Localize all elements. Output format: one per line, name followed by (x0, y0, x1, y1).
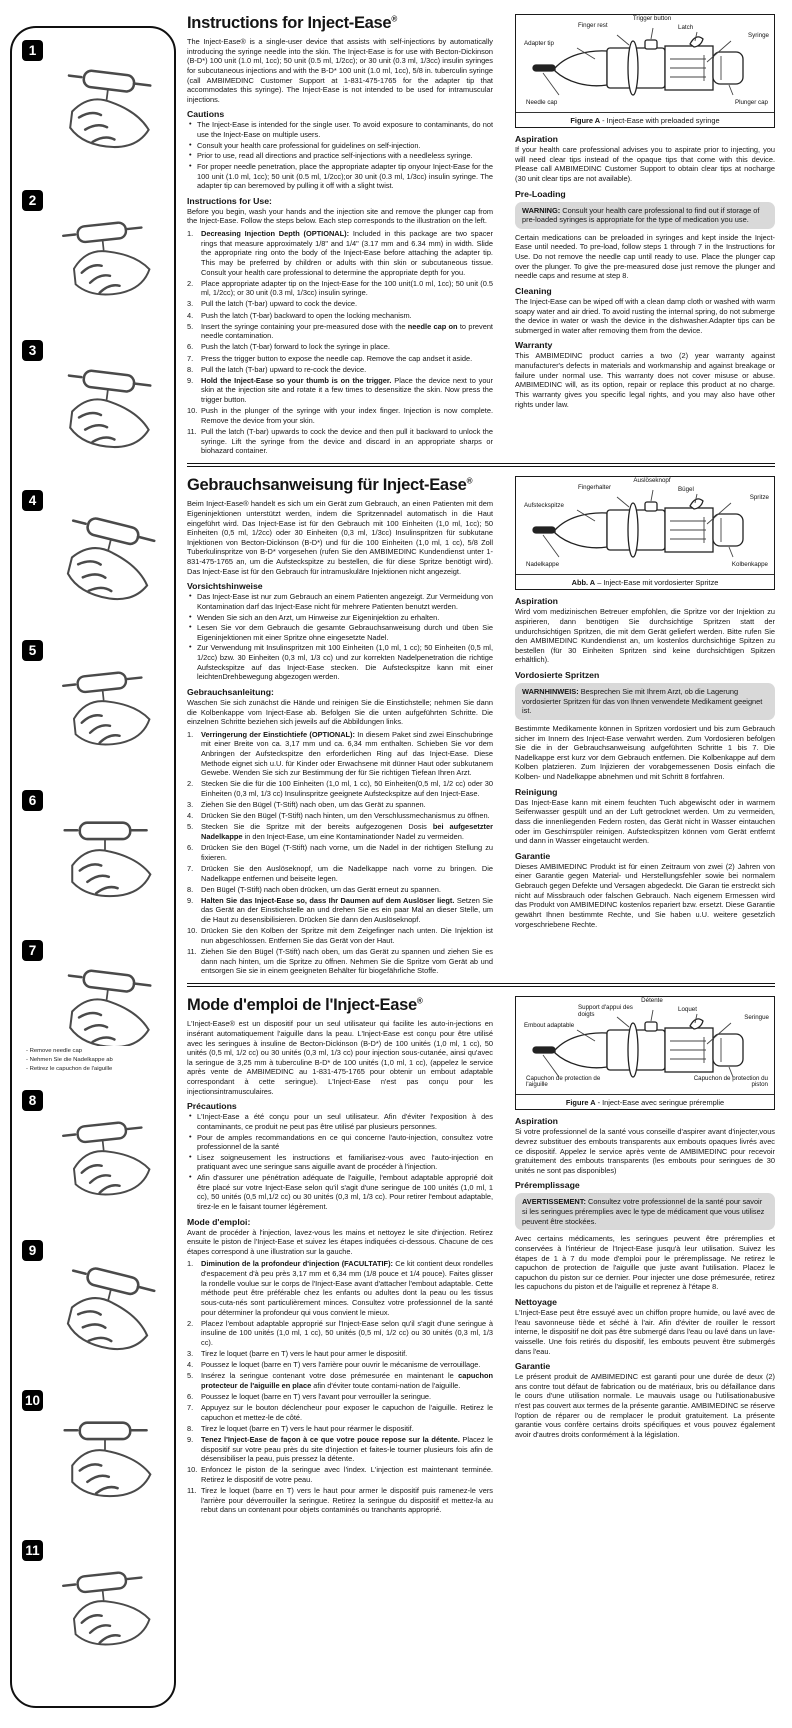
instruction-step: Place appropriate adapter tip on the Inject-Ease for the 100 unit(1.0 ml, 1cc); 50 unit (0.5 ml, 1/2cc); or 30 unit (0.3 ml, 1/3cc) insulin syringe. (201, 278, 493, 298)
step-illustration (16, 484, 170, 634)
preloading-heading-fr: Préremplissage (515, 1180, 580, 1191)
page-title-en: Instructions for Inject-Ease® (187, 14, 397, 32)
label-latch: Bügel (678, 486, 694, 494)
bullet-icon: • (189, 1151, 192, 1161)
instruction-step: Push the latch (T-bar) backward to open the locking mechanism. (201, 310, 412, 320)
needle-cap-note-en: - Remove needle cap (26, 1048, 82, 1054)
step-number-badge: 6 (22, 790, 43, 811)
intro-en: The Inject-Ease® is a single-user device that assists with self-injections by automatically introducing the syringe needle into the skin. The Inject-Ease is for use with Becton-Dickinson (B-D*) 100 unit (1.0 ml, 1cc); 50 unit (0.5 ml, 1/2cc); or 30 unit (0.3 ml, 1/3cc) insulin syringes for subcutaneous injections and with the B-D* 100 unit (1.0 ml, 1cc), 5/8 in. tuberculin syringe (call AMBIMEDINC Customer Support at 1-831-475-1765 for the adapter tip that accommodates this syringe). The Inject-Ease is not intended to be used for intramuscular injections. (187, 37, 493, 104)
intro-de: Beim Inject-Ease® handelt es sich um ein Gerät zum Gebrauch, an einen Patienten mit dem Eigeninjektionen unterstützt werden, indem die Spritzennadel automatisch in die Haut eingeführt wird. Das Inject-Ease ist für den Gebrauch mit 100 Einheiten (1,0 ml, 1cc); 50 Einheiten (0,5 ml, 1/2cc) oder 30 Einheiten (0,3 ml, 1/3cc) Insulinspritzen für subkutane Injektionen von Becton-Dickinson (B-D*) und für die 100 Einheiten (1,0 ml, 1 cc), 5/8 Zoll Tuberkulinspritze von B-D* vorgesehen (rufen Sie den AMBIMEDINC Kundendienst unter 1-831-475-1765 an, um die Aufsteckspitze zu bestellen, die für diese Spritze benötigt wird). Das Inject-Ease ist für den Gebrauch für intramuskuläre Injektionen nicht angezeigt. (187, 499, 493, 576)
steps-list-de (187, 730, 493, 976)
label-adapter-tip: Aufsteckspitze (524, 502, 564, 510)
cautions-heading-fr: Précautions (187, 1101, 237, 1112)
bullet-icon: • (189, 622, 192, 632)
label-trigger-button: Auslöseknopf (633, 477, 671, 485)
step-number-badge: 4 (22, 490, 43, 511)
hand-device-sketch-icon (39, 647, 172, 780)
hand-device-sketch-icon (27, 1235, 183, 1391)
step-number-badge: 11 (22, 1540, 43, 1561)
instruction-step: Decreasing Injection Depth (OPTIONAL): Included in this package are two spacer rings that measure approximately 1/8" and 1/4" (3.17 mm and 6.34 mm) in width. Slide the appropriate ring onto the body of the Inject-Ease before attaching the adapter tip. This may be preferred by children or adults with thin skin or subcutaneous tissue. Consult your health care professional to determine the appropriate depth for you. (201, 229, 493, 277)
cautions-list-de (187, 592, 493, 682)
caution-item: • Afin d'assurer une pénétration adéquate de l'aiguille, l'embout adaptable approprié doit être placé sur votre Inject-Ease selon qu'il s'agit d'une seringue de 100 unités (1,0 ml, 1 cc), 50 unités (0,5 ml,1/2 cc) ou 30 unités (0,3 ml, 1/3 cc). Pour retirer l'embout adaptable, tirez-le en le faisant tourner légèrement. (189, 1172, 493, 1211)
caution-item: • L'Inject-Ease a été conçu pour un seul utilisateur. Afin d'éviter l'exposition à des contaminants, ce produit ne peut pas être utilisé par plusieurs personnes. (189, 1111, 493, 1131)
instruction-sheet (187, 12, 775, 1724)
illustration-panel (10, 26, 176, 1708)
needle-cap-note-fr: - Retirez le capuchon de l'aiguille (26, 1065, 113, 1072)
instruction-step: Poussez le loquet (barre en T) vers l'avant pour verrouiller la seringue. (201, 1392, 432, 1401)
hand-device-sketch-icon (39, 1097, 172, 1230)
cleaning-body-fr: L'Inject-Ease peut être essuyé avec un chiffon propre humide, ou lavé avec de l'eau savonneuse tiède et séché à l'air. Afin d'éviter de rouiller le ressort interne, le dispositif ne doit pas être submergé dans l'eau ou lavé dans un lave-vaisselle. Une fois retirés du dispositif, les embouts peuvent être submergés dans l'eau. (515, 1308, 775, 1356)
step-illustration (16, 1534, 170, 1684)
label-latch: Latch (678, 24, 694, 31)
hand-device-sketch-icon (35, 43, 175, 183)
label-syringe: Spritze (749, 494, 769, 502)
cautions-list-fr (187, 1112, 493, 1211)
hand-device-sketch-icon (35, 343, 175, 483)
caution-item: • Zur Verwendung mit Insulinspritzen mit 100 Einheiten (1,0 ml, 1 cc); 50 Einheiten (0,5 ml, 1/2cc) bzw. 30 Einheiten (0,3 ml, 1/3 cc) und zur korrekten Nadelpenetration die richtige Aufsteckspitze auf das Inject-Ease stecken. Die Aufsteckspitze kann mit einer leichtenDrehbewegung abgezogen werden. (189, 642, 493, 682)
preloading-body-en: Certain medications can be preloaded in syringes and kept inside the Inject-Ease until needed. To pre-load, follow steps 1 through 7 in the Instructions for Use. Do not remove the needle cap until ready to use. Place the plunger cap over the plunger. To give the pre-measured dose just remove the plunger and needle caps and resume at step 8. (515, 232, 775, 281)
hand-device-sketch-icon (39, 1547, 172, 1680)
instruction-step: Press the trigger button to expose the needle cap. Remove the cap andset it aside. (201, 353, 473, 363)
instruction-step: Den Bügel (T-Stift) nach oben drücken, um das Gerät erneut zu spannen. (201, 884, 441, 894)
label-latch: Loquet (678, 1006, 697, 1014)
instruction-step: Push in the plunger of the syringe with your index finger. Injection is now complete. Remove the device from your skin. (201, 406, 493, 425)
hand-device-sketch-icon (39, 197, 172, 330)
instruction-step: Drücken Sie den Auslöseknopf, um die Nadelkappe nach vorne zu bringen. Die Nadelkappe entfernen und beiseite legen. (201, 863, 493, 883)
use-heading-de: Gebrauchsanleitung: (187, 686, 274, 697)
instruction-step: Tenez l'Inject-Ease de façon à ce que votre pouce repose sur la détente. Placez le dispositif sur votre peau près du site d'injection et faites-le tourner plusieurs fois afin de désensibiliser la peau, puis pressez la détente. (201, 1435, 493, 1464)
instruction-step: Tirez le loquet (barre en T) vers le haut pour armer le dispositif. (201, 1349, 408, 1358)
cleaning-body-de: Das Inject-Ease kann mit einem feuchten Tuch abgewischt oder in warmem Seifenwasser gespült und an der Luft getrocknet werden. Um zu vermeiden, dass die innenliegenden Federn rosten, das Gerät nicht in Wasser eintauchen oder im Geschirrspüler reinigen. Aufsteckspitzen können vom Gerät entfernt und dann in Wasser eingetaucht werden. (515, 797, 775, 846)
figure-caption: Figure A - Inject-Ease avec seringue préremplie (565, 1098, 725, 1108)
instruction-step: Enfoncez le piston de la seringue avec l'index. L'injection est maintenant terminée. Retirez le dispositif de votre peau. (201, 1465, 493, 1484)
page-title-fr: Mode d'emploi de l'Inject-Ease® (187, 996, 423, 1015)
step-number-badge: 10 (22, 1390, 43, 1411)
cautions-list-en (187, 120, 493, 190)
instruction-step: Stecken Sie die für die 100 Einheiten (1,0 ml, 1 cc), 50 Einheiten(0,5 ml, 1/2 cc) oder 30 Einheiten (0,3 ml, 1/3 cc) Insulinspritze geeignete Aufsteckspitze auf den Inject-Ease. (201, 779, 493, 798)
caution-item: • The Inject-Ease is intended for the single user. To avoid exposure to contaminants, do not use the Inject-Ease on multiple users. (189, 119, 493, 139)
step-illustration (16, 334, 170, 484)
label-finger-rest: Support d'appui des doigts (578, 1004, 633, 1019)
figure-caption: Abb. A – Inject-Ease mit vordosierter Spritze (571, 578, 719, 588)
instruction-step: Drücken Sie den Kolben der Spritze mit dem Zeigefinger nach unten. Die Injektion ist nun abgeschlossen. Entfernen Sie das Gerät von der Haut. (201, 926, 493, 945)
label-trigger-button: Trigger button (632, 15, 672, 22)
instruction-step: Drücken Sie den Bügel (T-Stift) nach vorne, um die Nadel in der richtigen Stellung zu fixieren. (201, 843, 493, 862)
section-divider (187, 983, 775, 987)
figure-a-german (515, 476, 775, 590)
instruction-step: Placez l'embout adaptable approprié sur l'Inject-Ease selon qu'il s'agit d'une seringue à insuline de 100 unités (1,0 ml, 1 cc), 50 unités (0,5 ml, 1/2 cc) ou 30 unités (0,3 ml, 1/3 cc). (201, 1318, 493, 1347)
instruction-step: Insérez la seringue contenant votre dose prémesurée en maintenant le capuchon protecteur de l'aiguille en place afin d'éviter toute contami-nation de l'aiguille. (201, 1371, 493, 1390)
cleaning-body-en: The Inject-Ease can be wiped off with a clean damp cloth or washed with warm soapy water and air dried. To avoid rusting the internal spring, do not submerge the device in water or wash the device in the dishwasher.Adapter tips can be submerged in water after removing them from the device. (515, 296, 775, 335)
intro-fr: L'Inject-Ease® est un dispositif pour un seul utilisateur qui facilite les auto-in-jections en insérant automatiquement l'aiguille dans la peau. L'Inject-Ease est conçu pour être utilisé avec les seringues à insuline de Becton-Dickinson (B-D*) de 100 unités (1,0 ml, 1 cc), 50 unités (0,5 ml, 1/2 cc) ou 30 unités (0,3 ml, 1/3 cc) pour injection sous-cutanée, ainsi qu'avec la seringue de 3,25 mm à tuberculine B-D* de 100 unités (1,0 ml, 1 cc), (appelez le service après vente de AMBIMEDINC au 1-831-475-1765 pour obtenir un embout adaptable correspondant à cette seringue). L'Inject-Ease n'est pas conçu pour les injectionsintramusculaires. (187, 1019, 493, 1096)
figure-a-french (515, 996, 775, 1110)
cautions-heading-en: Cautions (187, 109, 225, 120)
step-illustration (16, 1234, 170, 1384)
registered-mark: ® (466, 476, 473, 486)
use-intro-de: Waschen Sie sich zunächst die Hände und reinigen Sie die Einstichstelle; nehmen Sie dann die Kolbenkappe vom Inject-Ease ab. Befolgen Sie die unten aufgeführten Schritte. Die einzelnen Schritte beziehen sich jeweils auf die Abbildungen links. (187, 697, 493, 727)
needle-cap-note-de: - Nehmen Sie die Nadelkappe ab (26, 1056, 113, 1063)
instruction-step: Pull the latch (T-bar) upward to re-cock the device. (201, 364, 367, 374)
step-number-badge: 8 (22, 1090, 43, 1111)
step-number-badge: 1 (22, 40, 43, 61)
warning-box-de: WARNHINWEIS: Besprechen Sie mit Ihrem Arzt, ob die Lagerung vordosierter Spritzen für das von Ihnen verwendete Medikament geeignet ist. (515, 683, 775, 720)
use-heading-en: Instructions for Use: (187, 195, 272, 206)
bullet-icon: • (189, 150, 192, 160)
use-intro-fr: Avant de procéder à l'injection, lavez-vous les mains et nettoyez le site d'injection. Retirez ensuite le piston de l'Inject-Ease et suivez les étapes indiquées ci-dessous. Chacune de ces étapes correspond à une illustration sur la gauche. (187, 1227, 493, 1256)
warranty-heading-en: Warranty (515, 340, 553, 351)
instruction-step: Stecken Sie die Spritze mit der bereits aufgezogenen Dosis bei aufgesetzter Nadelkappe in den Inject-Ease, um eine Kontaminationder Nadel zu vermeiden. (201, 822, 493, 841)
warranty-heading-fr: Garantie (515, 1361, 551, 1372)
figure-caption-divider (516, 112, 774, 113)
section-english (187, 12, 775, 457)
step-illustration (16, 1084, 170, 1234)
preloading-heading-en: Pre-Loading (515, 188, 566, 199)
figure-caption-divider (516, 1094, 774, 1095)
caution-item: • Pour de amples recommandations en ce qui concerne l'auto-injection, consultez votre professionnel de la santé (189, 1131, 493, 1152)
caution-item: • Prior to use, read all directions and practice self-injections with a needleless syringe. (189, 150, 473, 161)
figure-caption: Figure A - Inject-Ease with preloaded syringe (570, 116, 720, 125)
registered-mark: ® (391, 14, 397, 24)
cleaning-heading-de: Reinigung (515, 786, 558, 797)
label-finger-rest: Finger rest (578, 22, 608, 29)
figure-caption-divider (516, 574, 774, 575)
label-adapter-tip: Adapter tip (524, 40, 554, 47)
instruction-step: Verringerung der Einstichtiefe (OPTIONAL): In diesem Paket sind zwei Einschubringe mit einer Breite von ca. 3,17 mm und ca. 6,34 mm enthalten. Schieben Sie vor dem Anbringen der Aufsteckspitze den erforderlichen Ring auf das Inject-Ease. Diese Methode eignet sich u.U. für Kinder oder Erwachsene mit dünner Haut oder subkutanem Gewebe. Wenden Sie sich zur Bestimmung der für Sie richtigen Tiefean Ihren Arzt. (201, 729, 493, 778)
warranty-body-fr: Le présent produit de AMBIMEDINC est garanti pour une durée de deux (2) ans contre tout défaut de fabrication ou de matériaux, bris ou défaillance dans le cours d'une utilisation normale. Le mauvais usage ou l'utilisationabusive n'est pas couvert aux termes de la présente garantie. AMBIMEDINC se réserve l'option de réparer ou de remplacer le produit gratuitement. La présente garantie vous confère certains droits spécifiques et vous pouvez également avoir d'autres droits conformément à la législation. (515, 1372, 775, 1439)
step-number-badge: 5 (22, 640, 43, 661)
preloading-heading-de: Vordosierte Spritzen (515, 670, 600, 680)
aspiration-heading-fr: Aspiration (515, 1116, 558, 1127)
step-illustration (16, 1384, 170, 1534)
instruction-step: Tirez le loquet (barre en T) vers le haut pour armer le dispositif puis ramenez-le vers l'arrière pour déverrouiller la seringue. Retirez la seringue du dispositif et mettez-la au rebut dans un contenant pour objets contaminés ou tranchants approprié. (201, 1486, 493, 1515)
instruction-step: Halten Sie das Inject-Ease so, dass Ihr Daumen auf dem Auslöser liegt. Setzen Sie das Gerät an der Einstichstelle an und drehen Sie es ein paar Mal an dieser Stelle, um die Haut zu desensibilisieren. Drücken Sie dann den Auslöseknopf. (201, 895, 493, 924)
use-intro-en: Before you begin, wash your hands and the injection site and remove the plunger cap from the Inject-Ease. Follow the steps below. Each step corresponds to the illustration on the left. (187, 206, 493, 226)
instruction-step: Hold the Inject-Ease so your thumb is on the trigger. Place the device next to your skin at the injection site and rotate it a few times to desensitize the skin. Now press the trigger button. (201, 375, 493, 404)
label-needle-cap: Nadelkappe (526, 561, 560, 569)
bullet-icon: • (189, 160, 192, 170)
bullet-icon: • (189, 1111, 192, 1121)
instruction-step: Poussez le loquet (barre en T) vers l'arrière pour ouvrir le mécanisme de verrouillage. (201, 1360, 481, 1370)
preloading-body-de: Bestimmte Medikamente können in Spritzen vordosiert und bis zum Gebrauch sicher im Innern des Inject-Ease verwahrt werden. Zum Vordosieren befolgen Sie die in der Gebrauchsanweisung aufgeführten Schritte 1 bis 7. Die Nadelkappe erst kurz vor dem Gebrauch entfernen. Die Kolbenkappe auf dem Kolben platzieren. Zum Injizieren der vorabgemessenen Dosis einfach die Kolben- und Nadelkappe abnehmen und mit Schritt 8 fortfahren. (515, 723, 775, 781)
bullet-icon: • (189, 642, 192, 652)
section-divider (187, 463, 775, 467)
instruction-step: Insert the syringe containing your pre-measured dose with the needle cap on to prevent needle contamination. (201, 321, 493, 341)
caution-item: • Lisez soigneusement les instructions et familiarisez-vous avec l'auto-injection en pratiquant avec une seringue sans aiguille avant de procéder à l'injection. (189, 1151, 493, 1172)
registered-mark: ® (416, 996, 423, 1006)
label-plunger-cap: Kolbenkappe (731, 561, 768, 569)
hand-device-sketch-icon (42, 800, 168, 926)
label-plunger-cap: Plunger cap (734, 99, 768, 107)
page-title-de: Gebrauchsanweisung für Inject-Ease® (187, 476, 473, 495)
label-plunger-cap: Capuchon de protection du piston (693, 1074, 768, 1089)
aspiration-body-fr: Si votre professionnel de la santé vous conseille d'aspirer avant d'injecter,vous devrez substituer des embouts transparents aux embouts opaques livrés avec ce dispositif. Appelez le service après vente de AMBIMEDINC pour recevoir gratuitement des embouts transparents (les embouts pour seringues de 30 unités ne sont pas disponibles) (515, 1127, 775, 1175)
instruction-step: Drücken Sie den Bügel (T-Stift) nach hinten, um den Verschlussmechanismus zu öffnen. (201, 811, 490, 821)
label-finger-rest: Fingerhalter (578, 484, 612, 492)
section-french (187, 994, 775, 1516)
label-adapter-tip: Embout adaptable (524, 1022, 575, 1030)
warning-box-fr: AVERTISSEMENT: Consultez votre professionnel de la santé pour savoir si les seringues préremplies avec le type de médicament que vous utilisez peuvent être stockées. (515, 1193, 775, 1230)
label-syringe: Syringe (748, 32, 769, 39)
instruction-step: Ziehen Sie den Bügel (T-Stift) nach oben, um das Gerät zu spannen. (201, 800, 426, 810)
steps-list-en (187, 229, 493, 456)
step-number-badge: 2 (22, 190, 43, 211)
aspiration-body-en: If your health care professional advises you to aspirate prior to injecting, you will need clear tips instead of the opaque tips that come with this device. Please call AMBIMEDINC Customer Support to obtain clear tips at nocharge (30 unit clear tips are not available). (515, 145, 775, 183)
bullet-icon: • (189, 139, 192, 149)
cleaning-heading-en: Cleaning (515, 285, 552, 296)
preloading-body-fr: Avec certains médicaments, les seringues peuvent être préremplies et conservées à l'intérieur de l'Inject-Ease jusqu'à leur utilisation. Suivez les étapes de 1 à 7 du mode d'emploi pour le préremplissage. Ne retirez le capuchon de protection de l'aiguille que juste avant l'utilisation. Placez le capuchon du piston sur ce dernier. Pour injecter une dose prémesurée, retirez les capuchons du piston et de l'aiguille et reprenez à l'étape 8. (515, 1234, 775, 1292)
step-number-badge: 9 (22, 1240, 43, 1261)
aspiration-body-de: Wird vom medizinischen Betreuer empfohlen, die Spritze vor der Injektion zu aspirieren, dann benötigen Sie durchsichtige Spritzen statt der undurchsichtigen Spritzen, die mit dem Gerät geliefert werden. Bitte rufen Sie den AMBIMEDINC Kundendienst an, um kostenlos durchsichtige Spitzen zu bestellen (für 30 Einheiten Spritzen sind keine durchsichtigen Spitzen erhältlich). (515, 607, 775, 665)
caution-item: • Consult your health care professional for guidelines on self-injection. (189, 139, 421, 150)
use-heading-fr: Mode d'emploi: (187, 1216, 251, 1227)
bullet-icon: • (189, 611, 192, 621)
hand-device-sketch-icon (42, 1400, 168, 1526)
label-syringe: Seringue (744, 1014, 769, 1022)
cautions-heading-de: Vorsichtshinweise (187, 581, 263, 592)
aspiration-heading-en: Aspiration (515, 134, 558, 144)
step-illustration (16, 34, 170, 184)
bullet-icon: • (189, 1131, 192, 1141)
instruction-step: Diminution de la profondeur d'injection (FACULTATIF): Ce kit contient deux rondelles d'espacement d'à peu près 3,17 mm et 6,34 mm (1/8 pouce et 1/4 pouce). Faites glisser la rondelle voulue sur le corps de l'Inject-Ease avant d'attacher l'embout adaptable. Cette méthode peut être préférable chez les enfants ou adultes dont la peau ou les tissus sous-cuta-nés sont particulièrement minces. Consultez votre professionnel de la santé pour déterminer la profondeur qui vous convient le mieux. (201, 1259, 493, 1317)
section-german (187, 474, 775, 977)
instruction-step: Ziehen Sie den Bügel (T-Stift) nach oben, um das Gerät zu spannen und ziehen Sie es dann nach hinten, um die Spritze zu öffnen. Nehmen Sie die Spritze vom Gerät ab und entsorgen Sie sie in einem geeigneten Behälter für biogefährliche Stoffe. (201, 946, 493, 976)
step-number-badge: 3 (22, 340, 43, 361)
bullet-icon: • (189, 1172, 192, 1181)
label-needle-cap: Needle cap (526, 99, 558, 107)
warranty-body-en: This AMBIMEDINC product carries a two (2) year warranty against manufacturer's defects in materials and workmanship and against breakage or failure under normal use. This warranty does not cover misuse or abuse. AMBIMEDINC will, as its option, repair or replace this product at no charge. This warranty gives you specific legal rights, and you may also have other rights under law. (515, 351, 775, 409)
cleaning-heading-fr: Nettoyage (515, 1297, 557, 1307)
needle-cap-notes (24, 1046, 174, 1075)
step-number-badge: 7 (22, 940, 43, 961)
steps-list-fr (187, 1259, 493, 1515)
caution-item: • Wenden Sie sich an den Arzt, um Hinweise zur Eigeninjektion zu erhalten. (189, 611, 440, 622)
step-illustration (16, 634, 170, 784)
label-trigger-button: Détente (641, 997, 663, 1005)
hand-device-sketch-icon (27, 485, 183, 641)
label-needle-cap: Capuchon de protection de l'aiguille (526, 1074, 601, 1089)
instruction-step: Pull the latch (T-bar) upwards to cock the device and then pull it backward to unlock the syringe. Lift the syringe from the device and discard in an appropriate sharps or biohazard container. (201, 426, 493, 456)
instruction-step: Push the latch (T-bar) forward to lock the syringe in place. (201, 342, 390, 352)
instruction-step: Tirez le loquet (barre en T) vers le haut pour réarmer le dispositif. (201, 1423, 414, 1433)
warranty-body-de: Dieses AMBIMEDINC Produkt ist für einen Zeitraum von zwei (2) Jahren von einer Garantie gegen Material- und Herstellungsfehler sowie bei normalem Gebrauch gegen Defekte und Versagen abgedeckt. Die Garan tie erstreckt sich nicht auf Missbrauch oder falschen Gebrauch. Nach eigenem Ermessen wird das Produkt von AMBIMEDINC kostenlos repariert bzw. ersetzt. Diese Garantie gewährt Ihnen bestimmte Rechte, und Sie haben u.U. weitere gesetzlich vorgeschriebene Rechte. (515, 861, 775, 929)
step-illustration (16, 784, 170, 934)
step-illustration (16, 184, 170, 334)
instruction-step: Pull the latch (T-bar) upward to cock the device. (201, 299, 358, 309)
bullet-icon: • (189, 119, 192, 129)
warning-box-en: WARNING: Consult your health care professional to find out if storage of pre-loaded syringes is appropriate for the type of medication you use. (515, 202, 775, 229)
caution-item: • For proper needle penetration, place the appropriate adapter tip onyour Inject-Ease for the 100 unit (1.0 ml, 1cc); 50 unit (0.5 ml, 1/2cc);or 30 unit (0.3 ml, 1/3cc) insulin syringe. The adapter tip can beremoved by pulling it off with a slight twist. (189, 160, 493, 191)
bullet-icon: • (189, 591, 192, 601)
warranty-heading-de: Garantie (515, 850, 551, 861)
aspiration-heading-de: Aspiration (515, 596, 558, 607)
caution-item: • Das Inject-Ease ist nur zum Gebrauch an einem Patienten angezeigt. Zur Vermeidung von Kontamination darf das Inject-Ease nicht für mehrere Patienten benutzt werden. (189, 591, 493, 611)
caution-item: • Lesen Sie vor dem Gebrauch die gesamte Gebrauchsanweisung durch und üben Sie Eigeninjektionen mit einer Spritze ohne eingesetzte Nadel. (189, 622, 493, 642)
instruction-step: Appuyez sur le bouton déclencheur pour exposer le capuchon de l'aiguille. Retirez le capuchon et mettez-le de côté. (201, 1403, 493, 1422)
figure-a-english (515, 14, 775, 128)
